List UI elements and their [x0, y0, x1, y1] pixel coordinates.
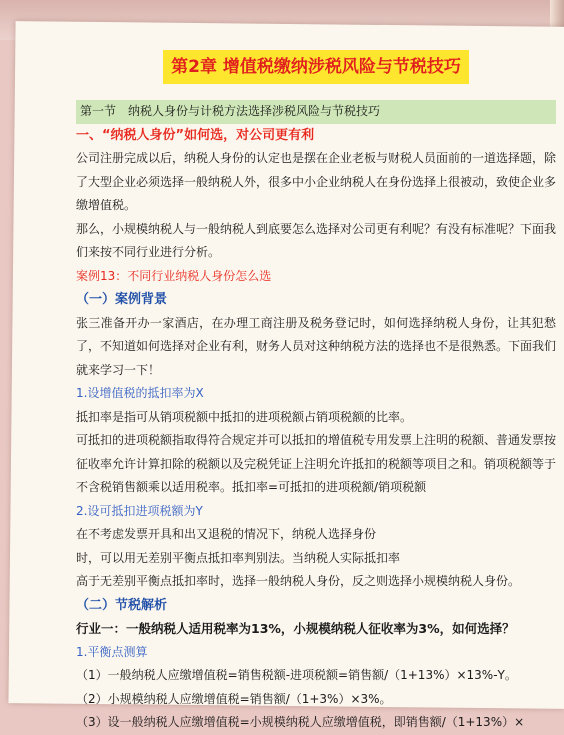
- chapter-title: [76, 50, 556, 84]
- paragraph-input-tax-definition: 可抵扣的进项税额指取得符合规定并可以抵扣的增值税专用发票上注明的税额、普通发票按征收率允许计算扣除的税额以及完税凭证上注明允许抵扣的税额等项目之和。销项税额等于不含税销售额乘以适用税率。抵扣率=可抵扣的进项税额/销项税额: [76, 433, 557, 494]
- industry-one-heading: 行业一：一般纳税人适用税率为13%，小规模纳税人征收率为3%，如何选择？: [76, 621, 515, 636]
- subheading-tax-analysis: （二）节税解析: [76, 597, 168, 613]
- paragraph-intro: 公司注册完成以后，纳税人身份的认定也是摆在企业老板与财税人员面前的一道选择题，除了大型企业必须选择一般纳税人外，很多中小企业纳税人在身份选择上很被动，致使企业多缴增值税。: [76, 151, 557, 212]
- paragraph-balance-line-1: 在不考虑发票开具和出又退税的情况下，纳税人选择身份: [76, 527, 377, 541]
- heading-taxpayer-identity: 一、“纳税人身份”如何选，对公司更有利: [76, 127, 315, 143]
- calculation-3: （3）设一般纳税人应缴增值税=小规模纳税人应缴增值税，即销售额/（1+13%）×: [76, 715, 525, 729]
- point-input-tax: 2.设可抵扣进项税额为Y: [76, 503, 203, 518]
- case-title: 案例13：不同行业纳税人身份怎么选: [76, 268, 272, 283]
- section-title: 第一节 纳税人身份与计税方法选择涉税风险与节税技巧: [76, 100, 556, 124]
- calculation-1: （1）一般纳税人应缴增值税=销售税额-进项税额=销售额/（1+13%）×13%-Y。: [76, 668, 517, 682]
- chapter-title-text: 第2章 增值税缴纳涉税风险与节税技巧: [163, 50, 469, 84]
- point-deduction-rate: 1.设增值税的抵扣率为X: [76, 386, 204, 400]
- page-content: [76, 50, 556, 735]
- paragraph-background: 张三准备开办一家酒店，在办理工商注册及税务登记时，如何选择纳税人身份，让其犯愁了，不知道如何选择对企业有利，财务人员对这种纳税方法的选择也不是很熟悉。下面我们就来学习一下！: [76, 315, 557, 377]
- paragraph-deduction-rate-definition: 抵扣率是指可从销项税额中抵扣的进项税额占销项税额的比率。: [76, 409, 413, 424]
- subheading-case-background: （一）案例背景: [76, 292, 168, 307]
- paragraph-balance-line-3: 高于无差别平衡点抵扣率时，选择一般纳税人身份，反之则选择小规模纳税人身份。: [76, 574, 521, 588]
- calculation-2: （2）小规模纳税人应缴增值税=销售额/（1+3%）×3%。: [76, 691, 392, 706]
- paragraph-question: 那么，小规模纳税人与一般纳税人到底要怎么选择对公司更有利呢？有没有标准呢？下面我们来按不同行业进行分析。: [76, 221, 557, 259]
- paragraph-balance-line-2: 时，可以用无差别平衡点抵扣率判别法。当纳税人实际抵扣率: [76, 550, 401, 565]
- point-balance-calculation: 1.平衡点测算: [76, 644, 148, 659]
